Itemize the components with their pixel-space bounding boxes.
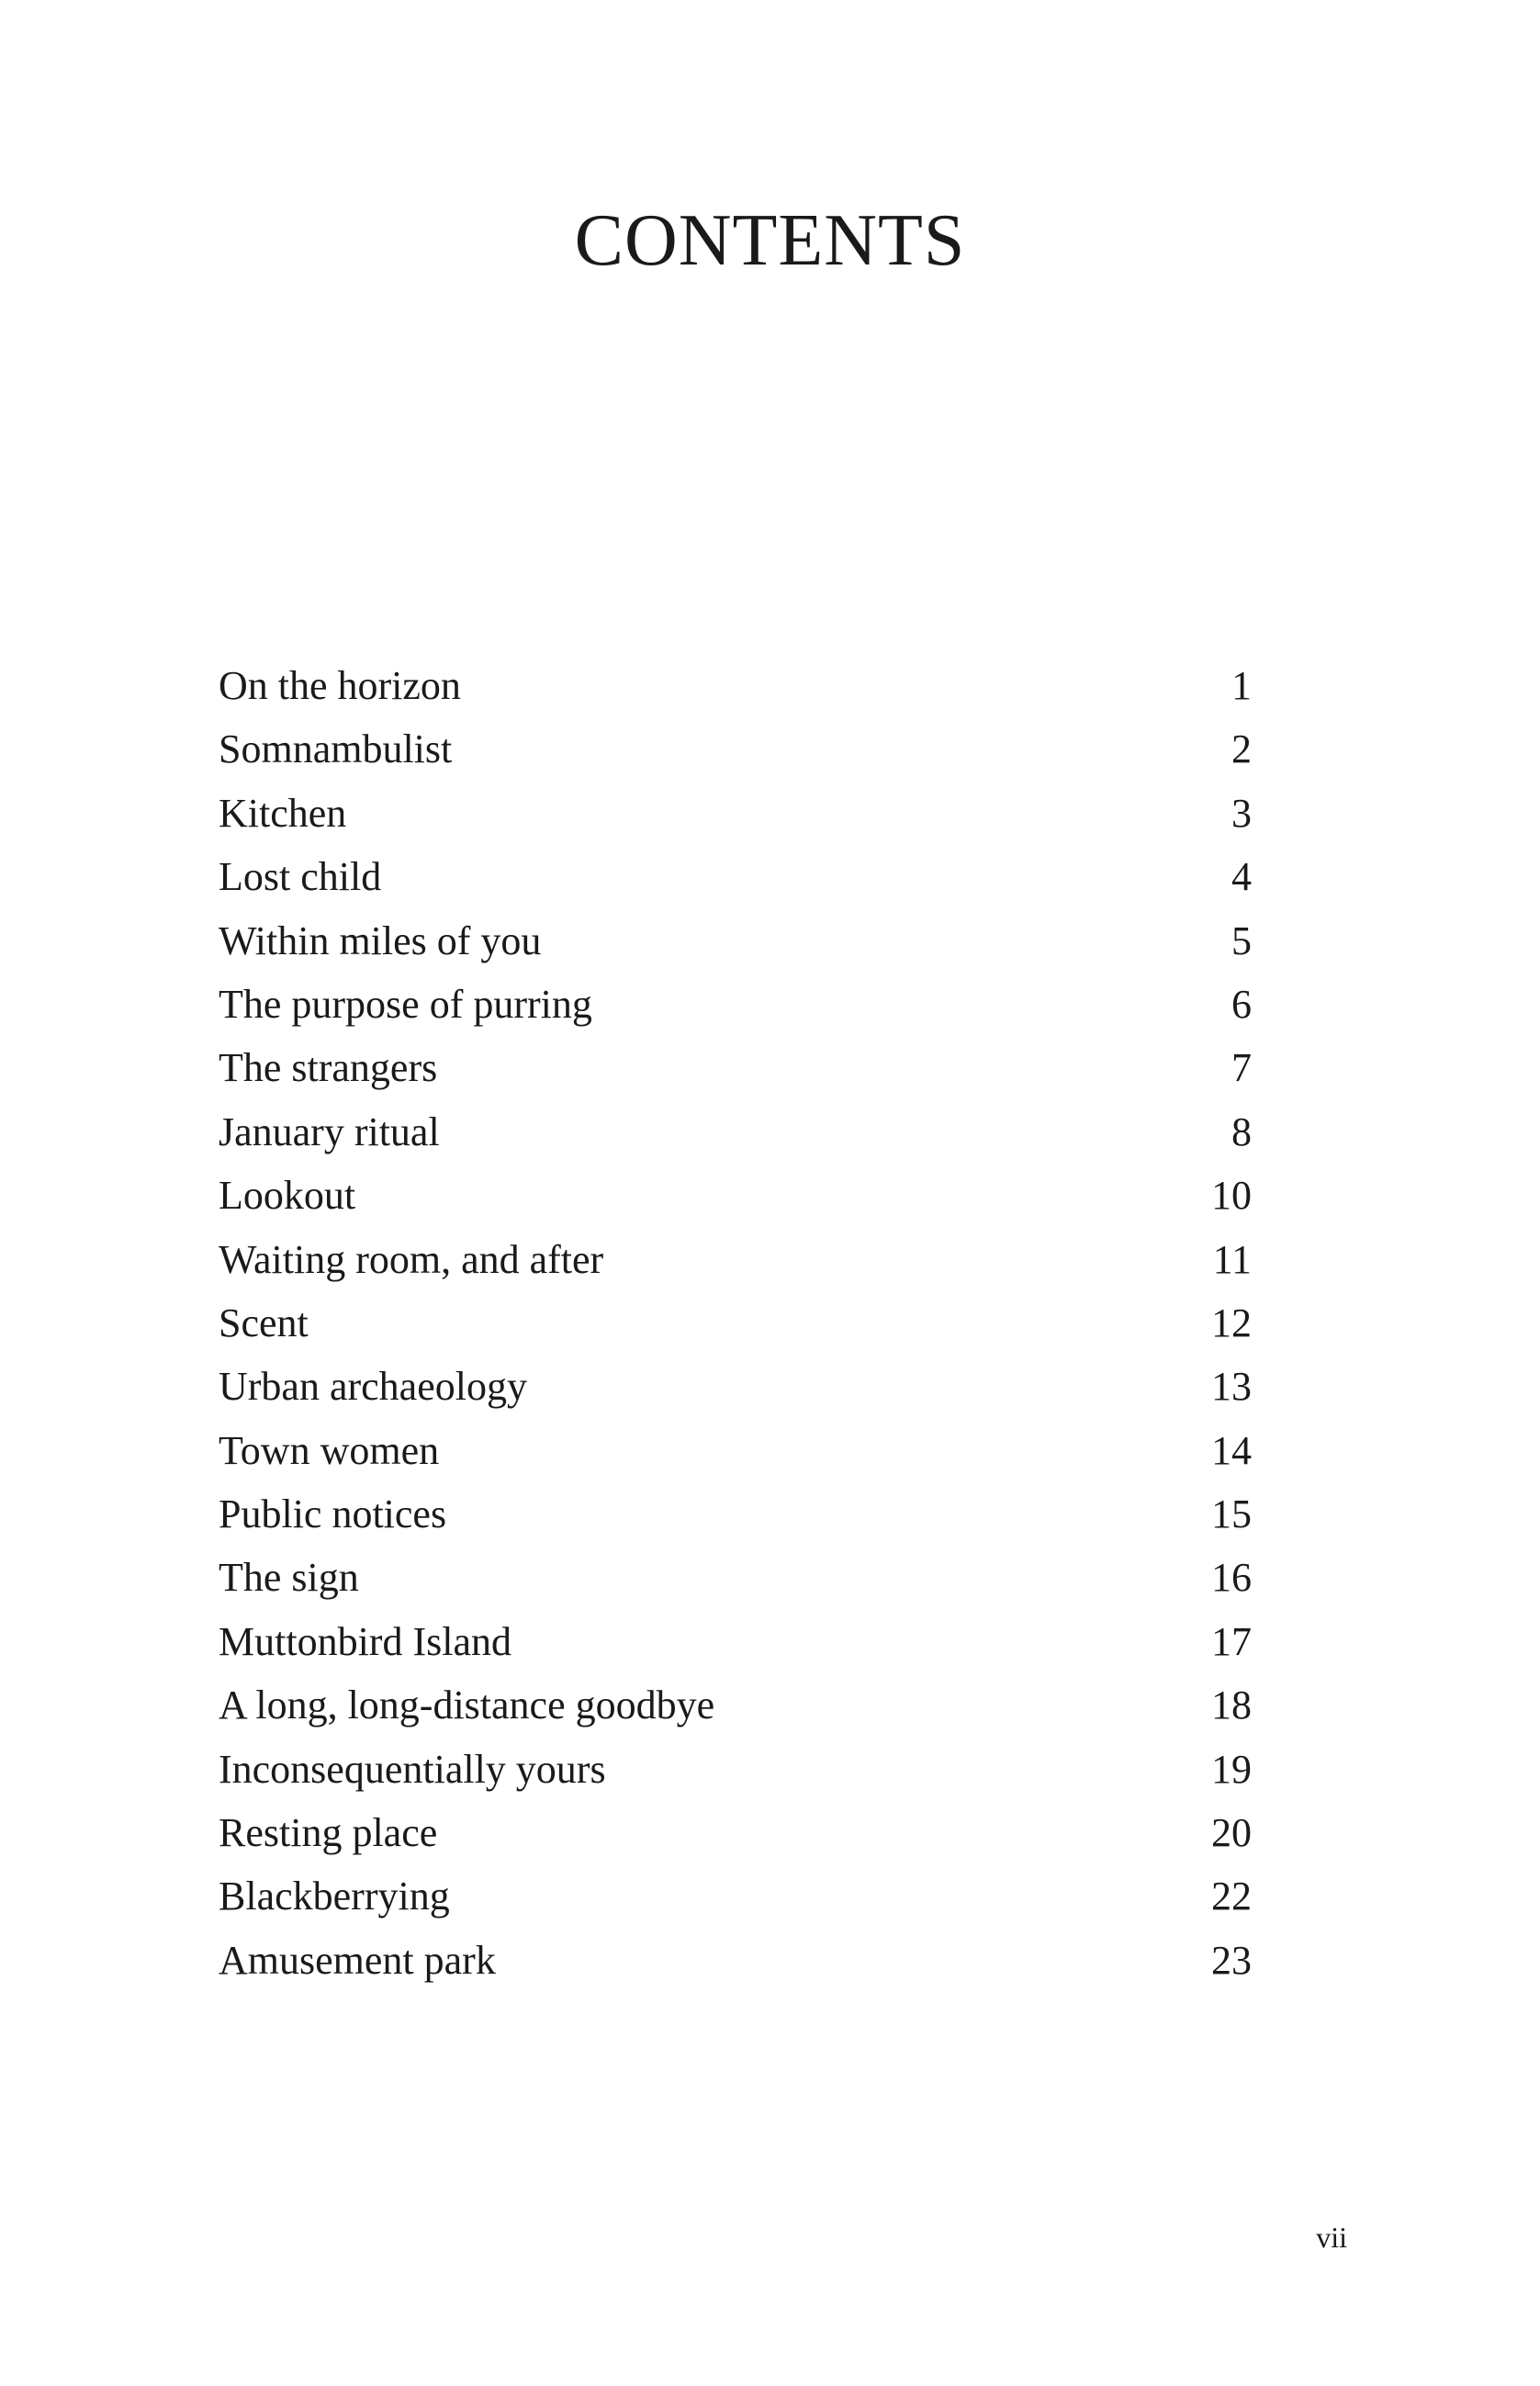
toc-entry-page: 1 <box>1231 663 1252 708</box>
toc-entry-page: 19 <box>1211 1746 1252 1792</box>
toc-entry <box>219 1546 1252 1609</box>
toc-entry <box>219 1801 1252 1864</box>
toc-entry-title: Within miles of you <box>219 917 542 963</box>
toc-entry-title: January ritual <box>219 1109 440 1154</box>
toc-entry <box>219 1164 1252 1227</box>
toc-entry-title: Lookout <box>219 1173 356 1219</box>
toc-entry <box>219 1100 1252 1164</box>
toc-entry <box>219 782 1252 845</box>
toc-entry-title: Muttonbird Island <box>219 1618 511 1664</box>
toc-entry <box>219 1610 1252 1673</box>
toc-entry-title: Town women <box>219 1427 440 1473</box>
toc-entry-page: 6 <box>1231 981 1252 1027</box>
toc-entry <box>219 845 1252 908</box>
toc-entry <box>219 1929 1252 1992</box>
toc-entry-page: 20 <box>1211 1810 1252 1856</box>
toc-entry-title: The purpose of purring <box>219 981 592 1027</box>
page-number: vii <box>1316 2221 1347 2254</box>
toc-entry-page: 5 <box>1231 917 1252 963</box>
toc-entry-page: 17 <box>1211 1618 1252 1664</box>
toc-entry-title: Inconsequentially yours <box>219 1746 606 1792</box>
toc-entry-page: 15 <box>1211 1491 1252 1537</box>
toc-entry-page: 10 <box>1211 1173 1252 1219</box>
toc-entry-title: Public notices <box>219 1491 447 1537</box>
toc-entry-title: Waiting room, and after <box>219 1236 604 1282</box>
toc-entry-title: The sign <box>219 1555 359 1601</box>
toc-entry-page: 14 <box>1211 1427 1252 1473</box>
toc-entry-title: Resting place <box>219 1810 438 1856</box>
toc-entry-page: 3 <box>1231 790 1252 836</box>
toc-entry <box>219 909 1252 973</box>
toc-entry-page: 13 <box>1211 1364 1252 1410</box>
toc-entry <box>219 1864 1252 1928</box>
toc-entry-page: 7 <box>1231 1045 1252 1091</box>
toc-entry-title: Scent <box>219 1300 309 1345</box>
toc-entry-title: Urban archaeology <box>219 1364 527 1410</box>
toc-entry <box>219 1673 1252 1737</box>
toc-entry <box>219 1291 1252 1355</box>
toc-entry-page: 2 <box>1231 726 1252 772</box>
toc-entry <box>219 1482 1252 1546</box>
toc-entry-page: 4 <box>1231 854 1252 900</box>
toc-entry-title: Lost child <box>219 854 382 900</box>
toc-entry-page: 18 <box>1211 1683 1252 1728</box>
toc-entry <box>219 1355 1252 1418</box>
toc-entry-title: Kitchen <box>219 790 347 836</box>
toc-entry <box>219 1036 1252 1099</box>
toc-entry-page: 11 <box>1212 1236 1252 1282</box>
toc-entry-page: 22 <box>1211 1874 1252 1919</box>
toc-entry <box>219 1228 1252 1291</box>
table-of-contents <box>219 654 1252 1992</box>
toc-entry-title: Blackberrying <box>219 1874 450 1919</box>
toc-entry-page: 8 <box>1231 1109 1252 1154</box>
toc-entry-page: 23 <box>1211 1937 1252 1983</box>
toc-entry-title: The strangers <box>219 1045 438 1091</box>
toc-entry-title: Amusement park <box>219 1937 496 1983</box>
page-title: CONTENTS <box>574 200 966 281</box>
toc-entry <box>219 717 1252 781</box>
toc-entry <box>219 1419 1252 1482</box>
toc-entry <box>219 1738 1252 1801</box>
toc-entry-title: On the horizon <box>219 663 461 708</box>
toc-entry <box>219 973 1252 1036</box>
toc-entry-page: 16 <box>1211 1555 1252 1601</box>
toc-entry <box>219 654 1252 717</box>
toc-entry-title: Somnambulist <box>219 726 453 772</box>
toc-entry-page: 12 <box>1211 1300 1252 1345</box>
toc-entry-title: A long, long-distance goodbye <box>219 1683 715 1728</box>
